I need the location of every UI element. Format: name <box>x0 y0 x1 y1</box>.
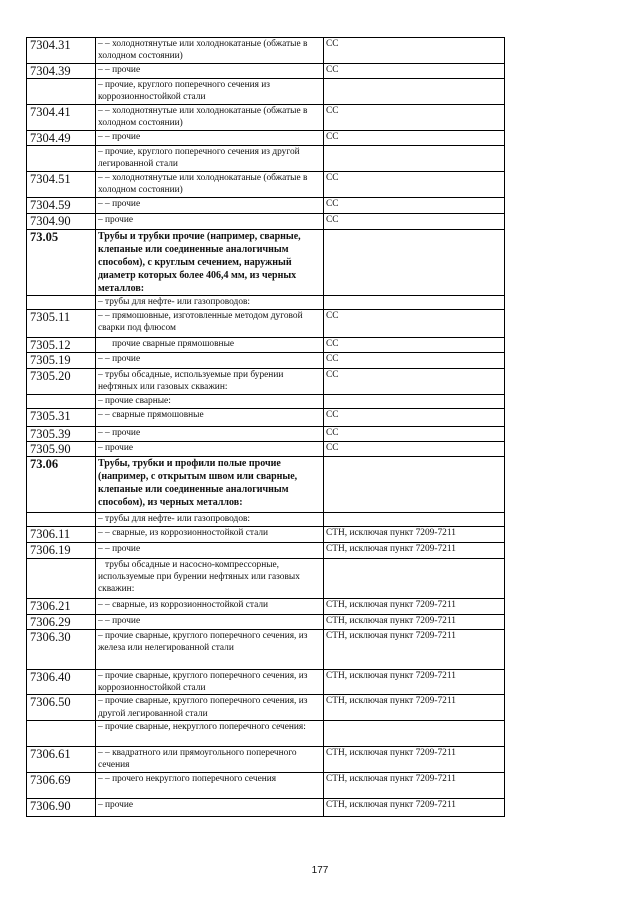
requirement-cell: СС <box>324 310 505 338</box>
hs-code-cell: 7305.19 <box>27 353 96 369</box>
table-row <box>27 105 505 131</box>
table-row <box>27 38 505 64</box>
description-cell: – прочие <box>96 442 324 457</box>
hs-code-cell: 7305.90 <box>27 442 96 457</box>
requirement-cell: СС <box>324 427 505 442</box>
requirement-cell: СС <box>324 214 505 230</box>
hs-code-cell: 7304.90 <box>27 214 96 230</box>
requirement-cell <box>324 395 505 409</box>
hs-code-cell: 7305.12 <box>27 338 96 353</box>
description-cell: Трубы, трубки и профили полые прочие (например, с открытым швом или сварные, клепаные или соединенные аналогичным способом), из черных металлов: <box>96 457 324 513</box>
requirement-cell: СТН, исключая пункт 7209-7211 <box>324 798 505 816</box>
description-cell: – – прочие <box>96 198 324 214</box>
hs-code-cell: 7306.69 <box>27 772 96 798</box>
table-row <box>27 513 505 527</box>
requirement-cell: СТН, исключая пункт 7209-7211 <box>324 670 505 695</box>
table-row <box>27 198 505 214</box>
requirement-cell: СТН, исключая пункт 7209-7211 <box>324 695 505 720</box>
description-cell: Трубы и трубки прочие (например, сварные, клепаные или соединенные аналогичным способом), с круглым сечением, наружный диаметр которых более 406,4 мм, из черных металлов: <box>96 230 324 296</box>
description-cell: – – холоднотянутые или холоднокатаные (обжатые в холодном состоянии) <box>96 38 324 64</box>
hs-code-cell: 7306.21 <box>27 599 96 615</box>
description-cell: – прочие, круглого поперечного сечения из другой легированной стали <box>96 146 324 172</box>
requirement-cell <box>324 230 505 296</box>
hs-code-cell: 7306.19 <box>27 543 96 559</box>
description-cell: – – сварные, из коррозионностойкой стали <box>96 599 324 615</box>
requirement-cell <box>324 457 505 513</box>
table-row <box>27 559 505 599</box>
hs-code-cell <box>27 720 96 746</box>
page-number: 177 <box>311 865 329 876</box>
hs-code-cell: 7304.49 <box>27 131 96 146</box>
description-cell: – прочие сварные: <box>96 395 324 409</box>
table-row <box>27 599 505 615</box>
requirement-cell <box>324 559 505 599</box>
description-cell: – прочие сварные, некруглого поперечного сечения: <box>96 720 324 746</box>
requirement-cell: СТН, исключая пункт 7209-7211 <box>324 630 505 670</box>
table-row <box>27 695 505 720</box>
description-cell: – прочие сварные, круглого поперечного сечения, из другой легированной стали <box>96 695 324 720</box>
requirement-cell: СТН, исключая пункт 7209-7211 <box>324 746 505 772</box>
requirement-cell: СТН, исключая пункт 7209-7211 <box>324 615 505 630</box>
requirement-cell: СТН, исключая пункт 7209-7211 <box>324 772 505 798</box>
table-row <box>27 214 505 230</box>
description-cell: – – холоднотянутые или холоднокатаные (обжатые в холодном состоянии) <box>96 105 324 131</box>
requirement-cell: СС <box>324 409 505 427</box>
description-cell: – трубы для нефте- или газопроводов: <box>96 296 324 310</box>
table-body <box>27 38 505 817</box>
table-row <box>27 338 505 353</box>
requirement-cell: СС <box>324 105 505 131</box>
description-cell: – прочие <box>96 214 324 230</box>
table-row <box>27 409 505 427</box>
description-cell: – трубы для нефте- или газопроводов: <box>96 513 324 527</box>
heading-row <box>27 457 505 513</box>
requirement-cell: СС <box>324 353 505 369</box>
description-cell: – – прочие <box>96 353 324 369</box>
description-cell: – – прочие <box>96 615 324 630</box>
description-cell: трубы обсадные и насосно-компрессорные, используемые при бурении нефтяных или газовых скважин: <box>96 559 324 599</box>
table-row <box>27 720 505 746</box>
hs-code-cell: 7304.41 <box>27 105 96 131</box>
description-cell: – – сварные прямошовные <box>96 409 324 427</box>
description-cell: – – холоднотянутые или холоднокатаные (обжатые в холодном состоянии) <box>96 172 324 198</box>
description-cell: – прочие сварные, круглого поперечного сечения, из железа или нелегированной стали <box>96 630 324 670</box>
description-cell: прочие сварные прямошовные <box>96 338 324 353</box>
table-row <box>27 798 505 816</box>
requirement-cell: СС <box>324 198 505 214</box>
table-row <box>27 670 505 695</box>
hs-code-cell: 7305.20 <box>27 369 96 395</box>
requirement-cell: СС <box>324 38 505 64</box>
description-cell: – прочие <box>96 798 324 816</box>
table-row <box>27 527 505 543</box>
hs-code-cell: 7305.39 <box>27 427 96 442</box>
hs-code-cell: 73.05 <box>27 230 96 296</box>
table-row <box>27 543 505 559</box>
table-row <box>27 442 505 457</box>
table-row <box>27 395 505 409</box>
hs-code-cell <box>27 513 96 527</box>
description-cell: – прочие, круглого поперечного сечения из коррозионностойкой стали <box>96 79 324 105</box>
hs-code-cell: 7304.59 <box>27 198 96 214</box>
description-cell: – – прямошовные, изготовленные методом дуговой сварки под флюсом <box>96 310 324 338</box>
hs-code-cell <box>27 395 96 409</box>
table-row <box>27 615 505 630</box>
hs-code-cell: 7304.51 <box>27 172 96 198</box>
requirement-cell <box>324 79 505 105</box>
table-row <box>27 146 505 172</box>
hs-code-cell: 7305.31 <box>27 409 96 427</box>
requirement-cell: СС <box>324 172 505 198</box>
hs-code-cell: 7305.11 <box>27 310 96 338</box>
hs-code-cell <box>27 79 96 105</box>
table-row <box>27 630 505 670</box>
requirement-cell: СС <box>324 131 505 146</box>
hs-code-cell: 73.06 <box>27 457 96 513</box>
requirement-cell: СС <box>324 442 505 457</box>
table-row <box>27 172 505 198</box>
requirement-cell: СС <box>324 338 505 353</box>
requirement-cell <box>324 296 505 310</box>
table-row <box>27 310 505 338</box>
hs-code-cell: 7306.50 <box>27 695 96 720</box>
hs-code-cell <box>27 296 96 310</box>
table-row <box>27 772 505 798</box>
hs-code-cell: 7306.29 <box>27 615 96 630</box>
hs-code-cell <box>27 559 96 599</box>
hs-code-cell <box>27 146 96 172</box>
table-row <box>27 64 505 79</box>
requirement-cell <box>324 146 505 172</box>
description-cell: – – сварные, из коррозионностойкой стали <box>96 527 324 543</box>
description-cell: – – прочие <box>96 131 324 146</box>
table-row <box>27 427 505 442</box>
description-cell: – – прочие <box>96 64 324 79</box>
description-cell: – – прочие <box>96 427 324 442</box>
table-row <box>27 79 505 105</box>
requirement-cell <box>324 720 505 746</box>
requirement-cell: СС <box>324 369 505 395</box>
description-cell: – – прочего некруглого поперечного сечения <box>96 772 324 798</box>
requirement-cell: СС <box>324 64 505 79</box>
tariff-code-table <box>26 37 505 817</box>
description-cell: – трубы обсадные, используемые при бурении нефтяных или газовых скважин: <box>96 369 324 395</box>
hs-code-cell: 7306.90 <box>27 798 96 816</box>
table-row <box>27 369 505 395</box>
table-row <box>27 746 505 772</box>
hs-code-cell: 7306.61 <box>27 746 96 772</box>
description-cell: – – квадратного или прямоугольного поперечного сечения <box>96 746 324 772</box>
requirement-cell <box>324 513 505 527</box>
hs-code-cell: 7304.31 <box>27 38 96 64</box>
description-cell: – – прочие <box>96 543 324 559</box>
requirement-cell: СТН, исключая пункт 7209-7211 <box>324 599 505 615</box>
heading-row <box>27 230 505 296</box>
hs-code-cell: 7306.11 <box>27 527 96 543</box>
description-cell: – прочие сварные, круглого поперечного сечения, из коррозионностойкой стали <box>96 670 324 695</box>
hs-code-cell: 7304.39 <box>27 64 96 79</box>
requirement-cell: СТН, исключая пункт 7209-7211 <box>324 527 505 543</box>
table-row <box>27 131 505 146</box>
hs-code-cell: 7306.30 <box>27 630 96 670</box>
hs-code-cell: 7306.40 <box>27 670 96 695</box>
table-row <box>27 353 505 369</box>
table-row <box>27 296 505 310</box>
requirement-cell: СТН, исключая пункт 7209-7211 <box>324 543 505 559</box>
